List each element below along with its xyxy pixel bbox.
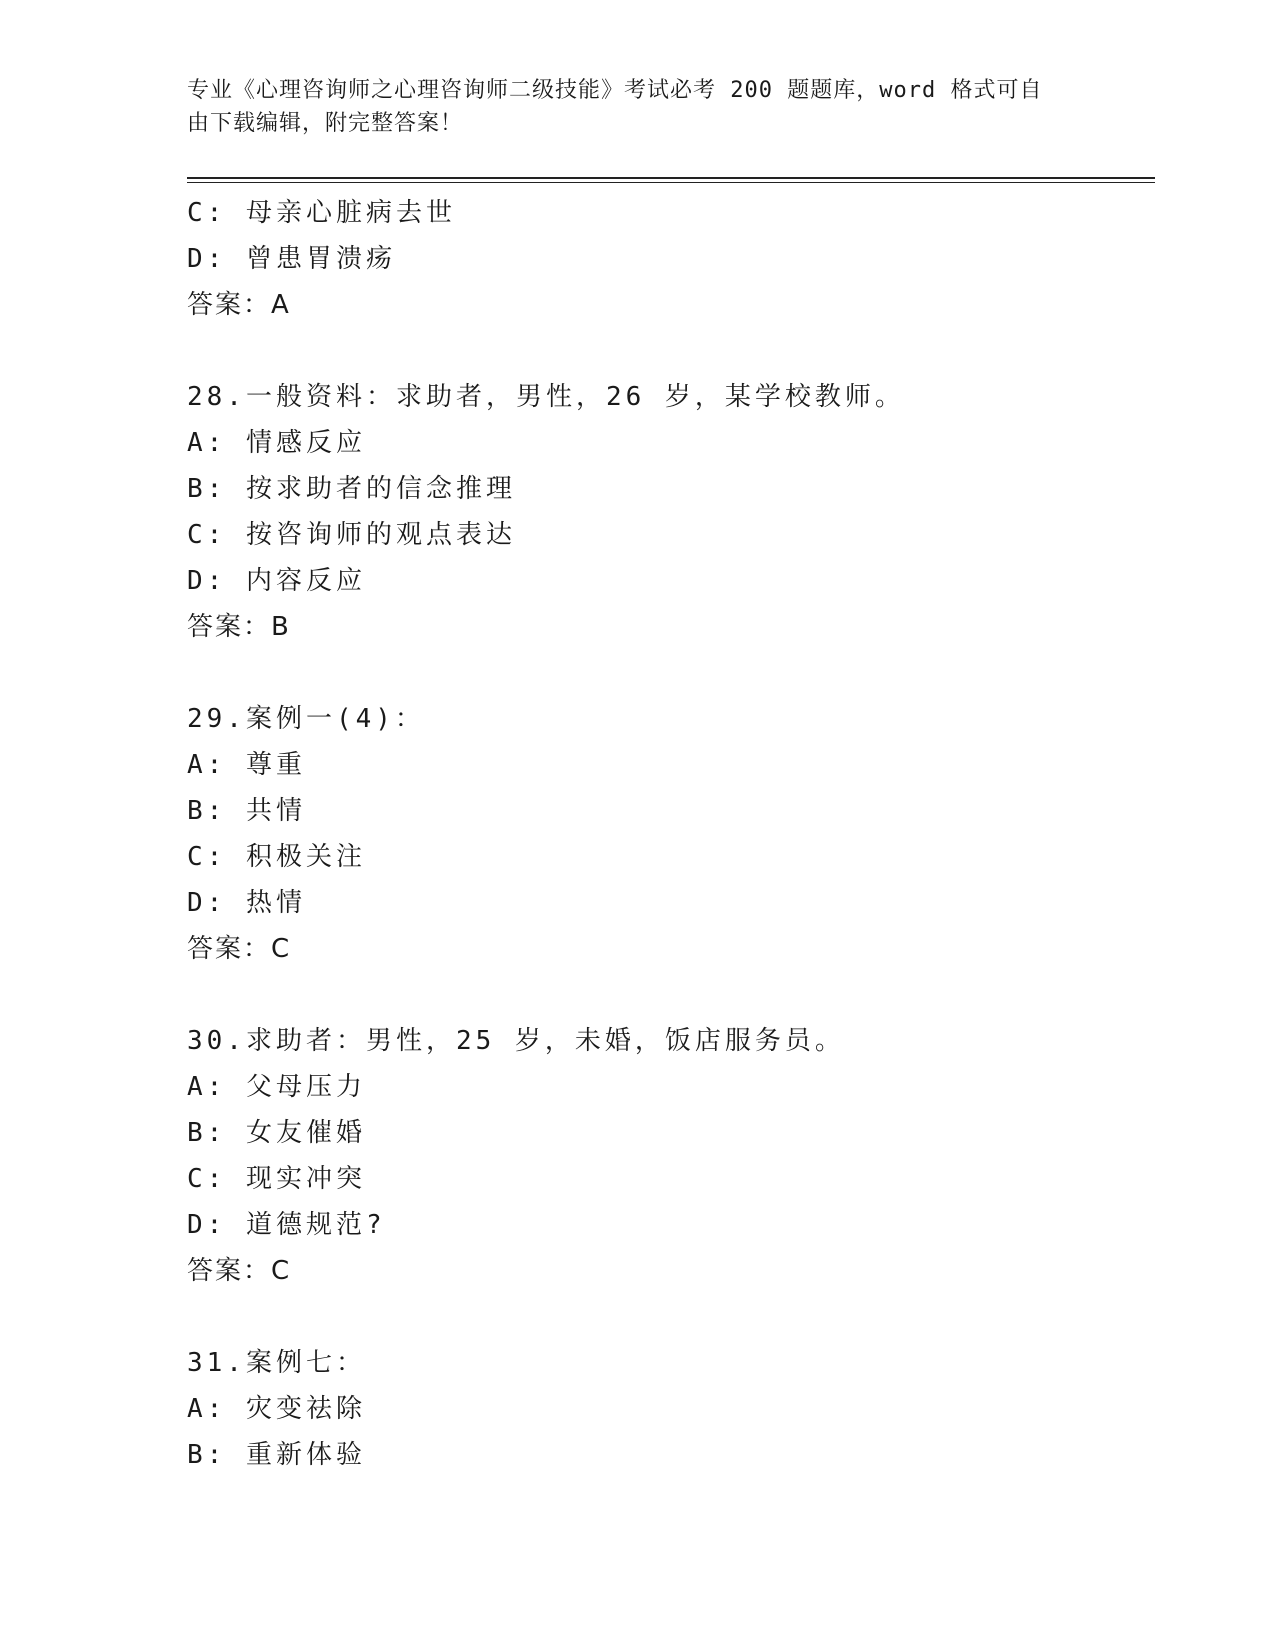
question-list: [187, 190, 1155, 1478]
question-block-31: [187, 1340, 1155, 1478]
header-line-1: 专业《心理咨询师之心理咨询师二级技能》考试必考 200 题题库，word 格式可自: [187, 78, 1043, 103]
header-line-2: 由下载编辑，附完整答案！: [187, 111, 464, 136]
header-rule-thick: [187, 177, 1155, 179]
question-text: 29.案例一(4)：: [187, 704, 425, 734]
question-text: 31.案例七：: [187, 1348, 366, 1378]
option-b: B: 女友催婚: [187, 1118, 366, 1148]
option-d: D: 曾患胃溃疡: [187, 244, 396, 274]
option-c: C: 母亲心脏病去世: [187, 198, 456, 228]
option-b: B: 重新体验: [187, 1440, 366, 1470]
spacer: [187, 328, 1155, 374]
question-block-27: [187, 190, 1155, 328]
option-a: A: 父母压力: [187, 1072, 366, 1102]
answer-line: 答案：C: [187, 934, 292, 964]
answer-line: 答案：C: [187, 1256, 292, 1286]
spacer: [187, 972, 1155, 1018]
question-block-30: [187, 1018, 1155, 1294]
option-a: A: 尊重: [187, 750, 306, 780]
question-block-28: [187, 374, 1155, 650]
question-text: 30.求助者：男性，25 岁，未婚，饭店服务员。: [187, 1026, 845, 1056]
spacer: [187, 650, 1155, 696]
option-d: D: 热情: [187, 888, 306, 918]
option-d: D: 道德规范?: [187, 1210, 386, 1240]
option-a: A: 情感反应: [187, 428, 366, 458]
answer-line: 答案：A: [187, 290, 291, 320]
option-c: C: 按咨询师的观点表达: [187, 520, 516, 550]
option-c: C: 现实冲突: [187, 1164, 366, 1194]
answer-line: 答案：B: [187, 612, 291, 642]
option-d: D: 内容反应: [187, 566, 366, 596]
header-rule-thin: [187, 182, 1155, 183]
spacer: [187, 1294, 1155, 1340]
question-block-29: [187, 696, 1155, 972]
option-b: B: 按求助者的信念推理: [187, 474, 516, 504]
question-text: 28.一般资料：求助者，男性，26 岁，某学校教师。: [187, 382, 905, 412]
option-a: A: 灾变祛除: [187, 1394, 366, 1424]
document-header: [187, 74, 1067, 140]
option-c: C: 积极关注: [187, 842, 366, 872]
option-b: B: 共情: [187, 796, 306, 826]
